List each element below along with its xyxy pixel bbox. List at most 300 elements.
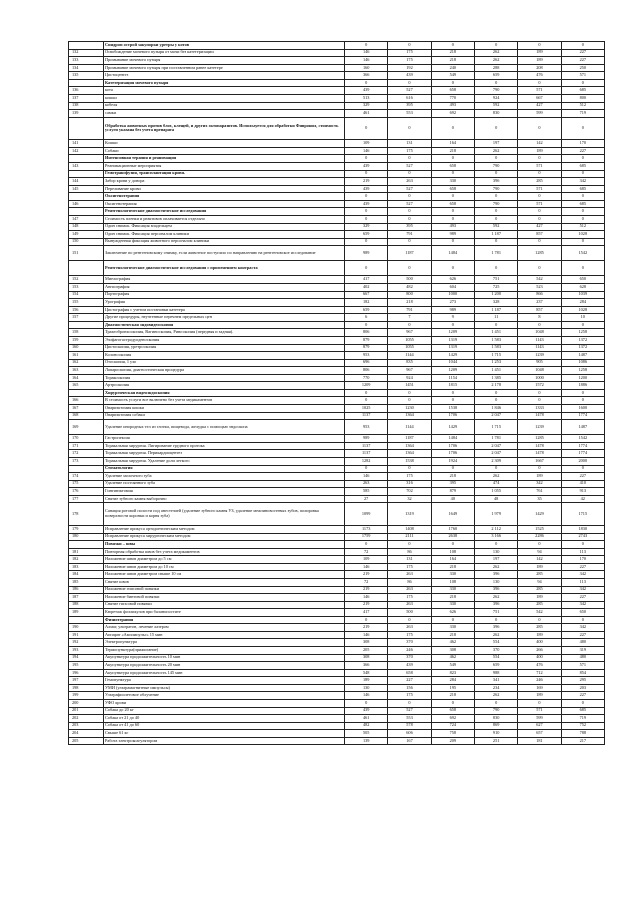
row-number: 189 — [69, 609, 104, 617]
service-name: Акупунктура продолжительность 10 мин — [104, 654, 345, 662]
price-cell: 571 — [518, 707, 561, 715]
price-cell: 175 — [388, 594, 431, 602]
table-row — [69, 722, 605, 730]
service-name: Удаление постоянного зуба — [104, 480, 345, 488]
price-cell: 308 — [431, 647, 474, 655]
price-cell: 692 — [431, 110, 474, 118]
price-cell: 330 — [431, 586, 474, 594]
price-cell: 285 — [518, 586, 561, 594]
service-name: Хирургическая видеоэндоскопия — [104, 389, 345, 397]
price-cell: 1025 — [345, 405, 388, 413]
service-name: Гастропексия — [104, 435, 345, 443]
table-row — [69, 609, 605, 617]
price-cell: 659 — [345, 306, 388, 314]
price-cell: 192 — [388, 64, 431, 72]
price-cell: 1649 — [431, 503, 474, 526]
row-number: 200 — [69, 699, 104, 707]
price-cell: 1 200 — [474, 291, 517, 299]
price-cell: 989 — [431, 231, 474, 239]
price-cell: 0 — [388, 42, 431, 50]
price-cell: 2 309 — [474, 457, 517, 465]
price-cell: 1048 — [518, 367, 561, 375]
table-row — [69, 336, 605, 344]
price-cell: 218 — [431, 49, 474, 57]
price-cell: 0 — [345, 79, 388, 87]
service-name: Снятие зубного камня выборочно — [104, 495, 345, 503]
price-cell: 1258 — [561, 329, 604, 337]
price-cell: 604 — [431, 284, 474, 292]
price-cell: 462 — [431, 639, 474, 647]
row-number: 150 — [69, 238, 104, 246]
price-cell: 857 — [518, 306, 561, 314]
price-cell: 806 — [345, 329, 388, 337]
service-name: Аппарат «Амплипульс» 15 мин — [104, 631, 345, 639]
table-row — [69, 699, 605, 707]
price-cell: 0 — [345, 465, 388, 473]
price-cell: 395 — [388, 223, 431, 231]
table-row — [69, 662, 605, 670]
service-name: Урография — [104, 299, 345, 307]
price-cell: 512 — [561, 102, 604, 110]
price-cell: 8 — [518, 314, 561, 322]
row-number: 145 — [69, 185, 104, 193]
price-cell: 139 — [345, 737, 388, 745]
table-row — [69, 321, 605, 329]
price-cell: 227 — [561, 594, 604, 602]
price-cell: 857 — [518, 231, 561, 239]
price-cell: 659 — [474, 662, 517, 670]
price-cell: 1044 — [431, 359, 474, 367]
price-cell: 0 — [431, 541, 474, 549]
price-cell: 400 — [518, 639, 561, 647]
row-number: 177 — [69, 495, 104, 503]
price-cell: 0 — [561, 389, 604, 397]
price-cell: 439 — [345, 707, 388, 715]
price-cell: 417 — [345, 609, 388, 617]
price-cell: 0 — [431, 238, 474, 246]
table-row — [69, 193, 605, 201]
price-cell: 0 — [345, 699, 388, 707]
price-cell: 0 — [431, 79, 474, 87]
price-cell: 790 — [474, 185, 517, 193]
price-cell: 476 — [518, 72, 561, 80]
service-name: В стоимость услуги все включено без учета медикаментов — [104, 397, 345, 405]
price-cell: 94 — [518, 548, 561, 556]
price-cell: 1487 — [561, 352, 604, 360]
price-cell: 0 — [388, 79, 431, 87]
price-cell: 366 — [345, 72, 388, 80]
price-cell: 0 — [345, 541, 388, 549]
service-name: Лапароскопия, диагностическая процедура — [104, 367, 345, 375]
service-name: Обработка животных против блох, клещей, и других эктопаразитов. Используется для обработки Фипронил, стоимость услуги указана без учета препарата — [104, 117, 345, 140]
table-row — [69, 677, 605, 685]
price-cell: 989 — [345, 246, 388, 261]
price-cell: 0 — [388, 699, 431, 707]
service-name: Артроскопия — [104, 382, 345, 390]
price-cell: 164 — [431, 140, 474, 148]
row-number: 143 — [69, 163, 104, 171]
price-cell: 218 — [431, 594, 474, 602]
service-name: Интенсивная терапия и реанимация — [104, 155, 345, 163]
price-cell: 1028 — [561, 306, 604, 314]
price-cell: 1478 — [518, 442, 561, 450]
price-cell: 400 — [518, 654, 561, 662]
service-name: Рентгенологические диагностические исследования с применением контраста — [104, 261, 345, 276]
price-cell: 553 — [388, 110, 431, 118]
table-row — [69, 87, 605, 95]
price-cell: 189 — [518, 692, 561, 700]
table-row — [69, 503, 605, 526]
price-cell: 1484 — [431, 246, 474, 261]
price-table — [68, 41, 605, 745]
price-cell: 924 — [388, 374, 431, 382]
price-cell: 262 — [474, 147, 517, 155]
price-cell: 1154 — [431, 374, 474, 382]
price-cell: 0 — [431, 170, 474, 178]
row-number: 144 — [69, 178, 104, 186]
table-row — [69, 715, 605, 723]
price-cell: 800 — [561, 94, 604, 102]
price-cell: 396 — [474, 586, 517, 594]
table-row — [69, 163, 605, 171]
service-name: Гемопунктура — [104, 677, 345, 685]
row-number — [69, 616, 104, 624]
price-cell: 1 187 — [474, 306, 517, 314]
price-cell: 42 — [561, 495, 604, 503]
price-cell: 0 — [388, 541, 431, 549]
price-cell: 1239 — [518, 420, 561, 435]
service-name: Синдром острой закупорки уретры у котов — [104, 42, 345, 50]
row-number: 204 — [69, 730, 104, 738]
price-cell: 0 — [474, 389, 517, 397]
price-cell: 1706 — [431, 412, 474, 420]
price-cell: 493 — [431, 102, 474, 110]
price-cell: 227 — [388, 677, 431, 685]
price-cell: 246 — [388, 647, 431, 655]
price-cell: 284 — [561, 299, 604, 307]
table-row — [69, 79, 605, 87]
table-row — [69, 616, 605, 624]
table-row — [69, 314, 605, 322]
price-cell: 527 — [388, 163, 431, 171]
service-name: кошки — [104, 94, 345, 102]
row-number — [69, 389, 104, 397]
service-name: Исправление прикуса хирургическим методом — [104, 533, 345, 541]
table-row — [69, 389, 605, 397]
row-number: 149 — [69, 231, 104, 239]
price-cell: 1039 — [561, 291, 604, 299]
price-cell: 1137 — [345, 442, 388, 450]
price-cell: 806 — [345, 367, 388, 375]
price-cell: 146 — [345, 49, 388, 57]
price-cell: 227 — [561, 563, 604, 571]
table-row — [69, 140, 605, 148]
price-cell: 751 — [474, 609, 517, 617]
price-cell: 263 — [388, 624, 431, 632]
price-cell: 1364 — [388, 442, 431, 450]
price-cell: 0 — [518, 117, 561, 140]
price-cell: 227 — [561, 49, 604, 57]
row-number: 196 — [69, 669, 104, 677]
service-name: Наложение швов диаметром до 10 см — [104, 563, 345, 571]
price-cell: 0 — [474, 170, 517, 178]
price-cell: 462 — [431, 654, 474, 662]
service-name: Переливание крови — [104, 185, 345, 193]
price-cell: 685 — [561, 707, 604, 715]
table-row — [69, 405, 605, 413]
price-cell: 285 — [518, 178, 561, 186]
price-cell: 542 — [518, 276, 561, 284]
row-number: 164 — [69, 374, 104, 382]
service-name: Свыше 61 кг — [104, 730, 345, 738]
table-row — [69, 238, 605, 246]
price-cell: 86 — [388, 548, 431, 556]
service-name: Рентгенологические диагностические исследования — [104, 208, 345, 216]
row-number: 134 — [69, 64, 104, 72]
price-cell: 48 — [474, 495, 517, 503]
price-cell: 1478 — [518, 450, 561, 458]
price-cell: 227 — [561, 692, 604, 700]
price-cell: 370 — [388, 639, 431, 647]
price-cell: 0 — [345, 616, 388, 624]
table-row — [69, 306, 605, 314]
price-cell: 627 — [518, 722, 561, 730]
price-cell: 527 — [388, 87, 431, 95]
price-cell: 113 — [561, 548, 604, 556]
price-cell: 175 — [388, 563, 431, 571]
price-cell: 342 — [561, 601, 604, 609]
price-cell: 2 178 — [474, 382, 517, 390]
price-cell: 10 — [561, 314, 604, 322]
price-cell: 788 — [561, 730, 604, 738]
price-cell: 549 — [431, 662, 474, 670]
price-cell: 130 — [345, 684, 388, 692]
price-cell: 770 — [345, 374, 388, 382]
service-name: Портография — [104, 291, 345, 299]
price-cell: 237 — [518, 299, 561, 307]
price-cell: 628 — [561, 284, 604, 292]
row-number — [69, 208, 104, 216]
price-cell: 513 — [345, 94, 388, 102]
price-cell: 1572 — [518, 382, 561, 390]
price-cell: 366 — [345, 662, 388, 670]
price-cell: 626 — [431, 609, 474, 617]
row-number: 199 — [69, 692, 104, 700]
price-cell: 667 — [345, 291, 388, 299]
row-number: 148 — [69, 223, 104, 231]
row-number: 182 — [69, 556, 104, 564]
table-row — [69, 64, 605, 72]
service-name: Удаление молочного зуба — [104, 473, 345, 481]
price-cell: 189 — [518, 631, 561, 639]
row-number: 202 — [69, 715, 104, 723]
price-cell: 218 — [431, 563, 474, 571]
price-cell: 910 — [474, 730, 517, 738]
price-cell: 0 — [431, 42, 474, 50]
price-cell: 0 — [431, 193, 474, 201]
price-cell: 35 — [518, 495, 561, 503]
price-cell: 0 — [388, 321, 431, 329]
table-row — [69, 170, 605, 178]
price-cell: 0 — [388, 117, 431, 140]
price-cell: 1706 — [431, 442, 474, 450]
price-cell: 328 — [474, 299, 517, 307]
price-cell: 1285 — [518, 246, 561, 261]
price-cell: 1137 — [345, 450, 388, 458]
price-cell: 512 — [561, 223, 604, 231]
table-row — [69, 299, 605, 307]
row-number: 133 — [69, 57, 104, 65]
table-row — [69, 465, 605, 473]
price-cell: 1774 — [561, 412, 604, 420]
price-cell: 1484 — [431, 435, 474, 443]
price-cell: 0 — [388, 389, 431, 397]
price-cell: 0 — [431, 616, 474, 624]
price-cell: 11 — [474, 314, 517, 322]
price-cell: 626 — [431, 276, 474, 284]
price-cell: 0 — [474, 79, 517, 87]
service-name: Наложение гипсовой повязки — [104, 586, 345, 594]
price-cell: 1285 — [518, 435, 561, 443]
price-cell: 592 — [474, 102, 517, 110]
price-cell: 1 451 — [474, 367, 517, 375]
price-cell: 32 — [388, 495, 431, 503]
price-cell: 218 — [431, 57, 474, 65]
table-row — [69, 533, 605, 541]
price-cell: 658 — [431, 87, 474, 95]
price-cell: 263 — [388, 601, 431, 609]
price-cell: 0 — [518, 215, 561, 223]
price-cell: 0 — [474, 42, 517, 50]
price-cell: 181 — [518, 737, 561, 745]
price-cell: 1144 — [388, 420, 431, 435]
price-cell: 571 — [561, 72, 604, 80]
price-cell: 1086 — [561, 359, 604, 367]
row-number: 138 — [69, 102, 104, 110]
table-row — [69, 412, 605, 420]
price-cell: 761 — [518, 488, 561, 496]
table-row — [69, 231, 605, 239]
price-cell: 86 — [388, 578, 431, 586]
price-cell: 439 — [345, 200, 388, 208]
row-number — [69, 155, 104, 163]
table-row — [69, 639, 605, 647]
table-row — [69, 526, 605, 534]
table-row — [69, 594, 605, 602]
row-number: 190 — [69, 624, 104, 632]
row-number: 176 — [69, 488, 104, 496]
table-row — [69, 548, 605, 556]
table-row — [69, 563, 605, 571]
price-cell: 542 — [518, 609, 561, 617]
service-name: Торакальная хирургия. Лигирование грудного протока — [104, 442, 345, 450]
price-cell: 724 — [431, 722, 474, 730]
price-cell: 1000 — [431, 291, 474, 299]
price-cell: 0 — [474, 699, 517, 707]
service-name: Работа электрокоагулятором — [104, 737, 345, 745]
row-number: 168 — [69, 412, 104, 420]
table-row — [69, 737, 605, 745]
price-cell: 866 — [518, 291, 561, 299]
price-cell: 170 — [561, 140, 604, 148]
price-cell: 342 — [561, 571, 604, 579]
price-cell: 308 — [345, 654, 388, 662]
table-row — [69, 442, 605, 450]
service-name: Заключение по рентгеновскому снимку, если животное поступило по направлению на рентгеновское исследование — [104, 246, 345, 261]
price-cell: 1137 — [345, 412, 388, 420]
service-name: Реанимационные мероприятия — [104, 163, 345, 171]
price-cell: 218 — [431, 631, 474, 639]
price-cell: 1774 — [561, 442, 604, 450]
service-name: Акупунктура продолжительность 145 мин — [104, 669, 345, 677]
price-cell: 606 — [388, 730, 431, 738]
row-number: 160 — [69, 344, 104, 352]
service-name: Колоноскопия — [104, 352, 345, 360]
service-name: Ультрафиолетовое облучение — [104, 692, 345, 700]
price-cell: 0 — [345, 155, 388, 163]
price-cell: 702 — [388, 488, 431, 496]
row-number: 205 — [69, 737, 104, 745]
price-cell: 0 — [518, 238, 561, 246]
service-name: Исправление прикуса ортодонтическим методом — [104, 526, 345, 534]
price-cell: 197 — [474, 556, 517, 564]
price-cell: 146 — [345, 563, 388, 571]
price-cell: 696 — [345, 359, 388, 367]
price-cell: 0 — [518, 541, 561, 549]
price-cell: 599 — [518, 715, 561, 723]
price-cell: 203 — [561, 684, 604, 692]
price-cell: 146 — [345, 631, 388, 639]
price-cell: 0 — [345, 208, 388, 216]
price-cell: 879 — [345, 336, 388, 344]
service-name: Наложение швов диаметром свыше 10 см — [104, 571, 345, 579]
price-cell: 659 — [345, 231, 388, 239]
price-cell: 417 — [345, 276, 388, 284]
service-name: Миелография — [104, 276, 345, 284]
price-cell: 1 385 — [474, 374, 517, 382]
service-name: Другие процедуры, неучтенные перечнем предельных цен — [104, 314, 345, 322]
table-row — [69, 631, 605, 639]
row-number: 203 — [69, 722, 104, 730]
price-cell: 988 — [474, 669, 517, 677]
price-cell: 0 — [561, 465, 604, 473]
price-cell: 1028 — [561, 231, 604, 239]
row-number: 181 — [69, 548, 104, 556]
service-name: Собаки — [104, 147, 345, 155]
price-cell: 0 — [474, 208, 517, 216]
service-name: Забор крови у донора — [104, 178, 345, 186]
service-name: Акупунктура продолжительность 20 мин — [104, 662, 345, 670]
price-cell: 751 — [474, 276, 517, 284]
price-cell: 1055 — [388, 336, 431, 344]
price-cell: 953 — [345, 352, 388, 360]
price-cell: 830 — [474, 110, 517, 118]
service-name: Оксигенотерапия — [104, 193, 345, 201]
price-cell: 924 — [474, 94, 517, 102]
service-name: Гемотрансфузия, трансплантация крови. — [104, 170, 345, 178]
table-row — [69, 147, 605, 155]
price-cell: 189 — [518, 594, 561, 602]
price-cell: 396 — [474, 178, 517, 186]
service-name: Промывание мочевого пузыря при поставленном ранее катетере — [104, 64, 345, 72]
price-cell: 146 — [345, 57, 388, 65]
price-cell: 263 — [388, 586, 431, 594]
row-number: 141 — [69, 140, 104, 148]
row-number — [69, 42, 104, 50]
price-cell: 370 — [474, 647, 517, 655]
price-cell: 175 — [388, 49, 431, 57]
price-cell: 189 — [518, 49, 561, 57]
